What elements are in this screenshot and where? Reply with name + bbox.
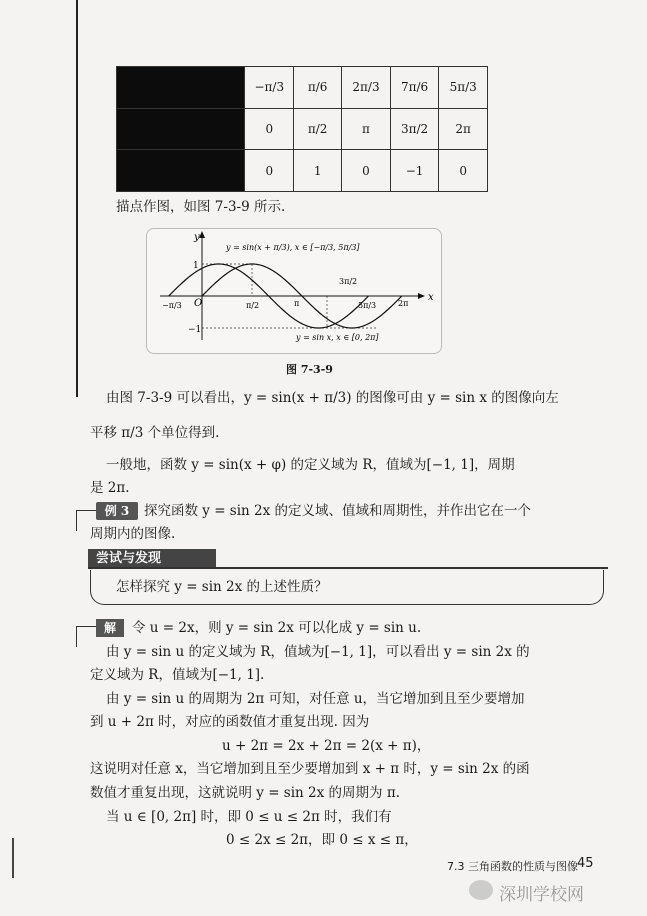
tick-label-minus-1: −1 [188, 325, 202, 335]
solution-line-2: 由 y = sin u 的定义域为 R，值域为[−1, 1]，可以看出 y = sin 2x 的 [106, 644, 530, 660]
example-line-1: 探究函数 y = sin 2x 的定义域、值域和周期性，并作出它在一个 [144, 503, 532, 519]
example-line-2: 周期内的图像. [90, 526, 176, 542]
plot-intro-text: 描点作图，如图 7-3-9 所示. [116, 199, 286, 215]
solution-line-3: 定义域为 R，值域为[−1, 1]. [90, 667, 265, 683]
table-cell: π/6 [294, 67, 342, 109]
tick-label-2pi: 2π [398, 299, 409, 308]
table-row [117, 108, 488, 150]
table-row [117, 67, 488, 109]
y-axis-arrow [199, 231, 205, 238]
paragraph-1-line-2: 平移 π/3 个单位得到. [90, 425, 220, 441]
solution-tag: 解 [96, 619, 124, 637]
table-cell: 5π/3 [439, 67, 488, 109]
origin-label: O [194, 298, 203, 309]
footer-section-title: 7.3 三角函数的性质与图像 [447, 860, 578, 873]
table-cell: 2π/3 [342, 67, 391, 109]
try-and-discover-heading: 尝试与发现 [88, 549, 216, 569]
try-rule [88, 567, 608, 569]
table-cell: 0 [245, 108, 294, 150]
table-header-x [117, 67, 245, 109]
solution-bracket [76, 626, 97, 647]
solution-line-6: u + 2π = 2x + 2π = 2(x + π)， [222, 738, 431, 754]
table-cell: 0 [245, 150, 294, 192]
page-margin-line-bottom [12, 838, 14, 878]
paragraph-2-line-1: 一般地，函数 y = sin(x + φ) 的定义域为 R，值域为[−1, 1]，周期 [106, 457, 515, 473]
try-question: 怎样探究 y = sin 2x 的上述性质？ [116, 579, 328, 595]
solution-line-7: 这说明对任意 x，当它增加到且至少要增加到 x + π 时，y = sin 2x 的函 [90, 761, 530, 777]
tick-label-pi: π [294, 299, 300, 308]
sine-graph [146, 228, 440, 352]
watermark-icon [469, 880, 493, 900]
y-axis-label: y [194, 232, 200, 243]
solution-line-4: 由 y = sin u 的周期为 2π 可知，对任意 u，当它增加到且至少要增加 [106, 691, 525, 707]
tick-label-neg-pi-3: −π/3 [162, 301, 182, 310]
tick-label-5pi-3: 5π/3 [358, 301, 377, 310]
paragraph-2-line-2: 是 2π. [90, 480, 130, 496]
figure-caption: 图 7-3-9 [286, 363, 333, 376]
value-table [116, 66, 488, 192]
curve-label-shifted: y = sin(x + π/3), x ∈ [−π/3, 5π/3] [226, 243, 360, 252]
table-cell: 7π/6 [390, 67, 439, 109]
table-header-u [117, 108, 245, 150]
solution-line-9: 当 u ∈ [0, 2π] 时，即 0 ≤ u ≤ 2π 时，我们有 [106, 809, 392, 825]
tick-label-1: 1 [193, 261, 199, 271]
table-header-y [117, 150, 245, 192]
paragraph-1-line-1: 由图 7-3-9 可以看出，y = sin(x + π/3) 的图像可由 y = sin x 的图像向左 [106, 390, 559, 406]
table-cell: 3π/2 [390, 108, 439, 150]
table-cell: −π/3 [245, 67, 294, 109]
example-tag: 例 3 [96, 502, 138, 520]
solution-line-5: 到 u + 2π 时，对应的函数值才重复出现. 因为 [90, 714, 370, 730]
tick-label-3pi-2: 3π/2 [339, 277, 358, 286]
table-cell: 1 [294, 150, 342, 192]
page-number: 45 [577, 856, 594, 871]
table-cell: π [342, 108, 391, 150]
table-cell: 0 [342, 150, 391, 192]
curve-label-base: y = sin x, x ∈ [0, 2π] [296, 333, 379, 342]
x-axis-label: x [428, 292, 434, 303]
solution-line-10: 0 ≤ 2x ≤ 2π，即 0 ≤ x ≤ π， [226, 832, 418, 848]
page-margin-line [76, 0, 78, 397]
table-row [117, 150, 488, 192]
table-cell: π/2 [294, 108, 342, 150]
x-axis-arrow [418, 293, 425, 299]
table-cell: −1 [390, 150, 439, 192]
solution-line-8: 数值才重复出现，这就说明 y = sin 2x 的周期为 π. [90, 785, 400, 801]
table-cell: 2π [439, 108, 488, 150]
tick-label-pi-2: π/2 [246, 301, 260, 310]
table-cell: 0 [439, 150, 488, 192]
solution-line-1: 令 u = 2x，则 y = sin 2x 可以化成 y = sin u. [132, 620, 422, 636]
watermark-text: 深圳学校网 [499, 885, 584, 905]
